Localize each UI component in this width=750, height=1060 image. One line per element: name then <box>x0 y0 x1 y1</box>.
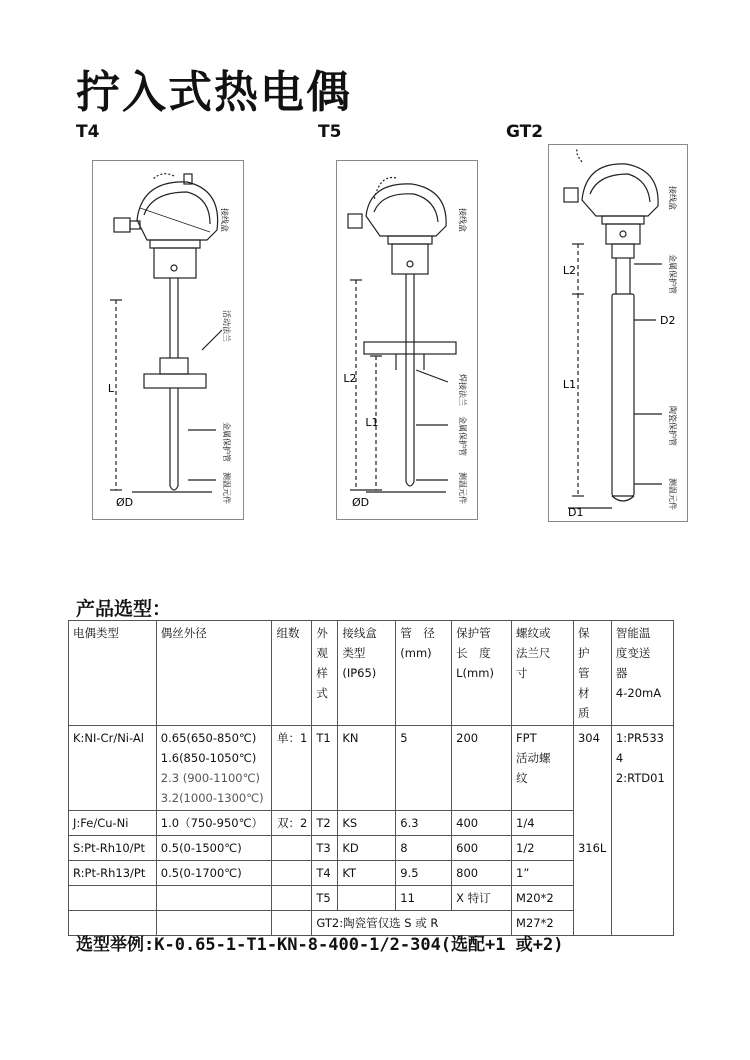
t5-dim-l2: L2 <box>343 372 357 385</box>
t4-diagram <box>92 160 244 520</box>
header-diameter: 偶丝外径 <box>156 621 272 726</box>
gt2-dim-l1: L1 <box>562 378 576 391</box>
t5-callout-flange: 焊接法兰 <box>458 374 467 406</box>
table-row: S:Pt-Rh10/Pt 0.5(0-1500℃) T3 KD 8 600 1/2 316L <box>69 836 674 861</box>
gt2-callout-metal: 金属保护管 <box>668 254 677 294</box>
gt2-dim-l2-label: L2 <box>562 264 576 277</box>
header-transmitter: 智能温 度变送 器 4-20mA <box>611 621 673 726</box>
table-row: R:Pt-Rh13/Pt 0.5(0-1700℃) T4 KT 9.5 800 1” <box>69 861 674 886</box>
table-row: T5 11 X 特订 M20*2 <box>69 886 674 911</box>
t5-dim-od: ØD <box>352 496 370 509</box>
selection-table <box>68 620 674 936</box>
model-label-t5: T5 <box>318 122 342 142</box>
header-length: 保护管 长 度 L(mm) <box>452 621 512 726</box>
header-thread: 螺纹或 法兰尺 寸 <box>512 621 574 726</box>
table-header-row <box>69 621 674 726</box>
gt2-diagram <box>548 144 688 522</box>
table-row: K:NI-Cr/Ni-Al 0.65(650-850℃) 1.6(850-1050℃) 2.3 (900-1100℃) 3.2(1000-1300℃) 单：1 T1 KN 5 200 FPT 活动螺 纹 304 1:PR533 4 2:RTD01 <box>69 726 674 811</box>
header-box: 接线盒 类型 (IP65) <box>338 621 396 726</box>
gt2-note: GT2:陶瓷管仅选 S 或 R <box>312 911 512 936</box>
t5-callout-pipe: 金属保护管 <box>458 416 467 456</box>
header-pipe: 管 径 (mm) <box>396 621 452 726</box>
gt2-callout-box: 接线盒 <box>668 186 677 210</box>
t4-callout-pipe: 金属保护管 <box>222 422 231 462</box>
t4-callout-box: 接线盒 <box>220 208 229 232</box>
table-row: GT2:陶瓷管仅选 S 或 R M27*2 <box>69 911 674 936</box>
header-material: 保 护 管 材 质 <box>573 621 611 726</box>
header-style: 外 观 样 式 <box>312 621 338 726</box>
t4-callout-sensor: 测温元件 <box>222 472 231 504</box>
header-type: 电偶类型 <box>69 621 157 726</box>
selection-example: 选型举例:K-0.65-1-T1-KN-8-400-1/2-304(选配+1 或+2) <box>76 935 564 955</box>
t5-callout-sensor: 测温元件 <box>458 472 467 504</box>
gt2-callout-ceramic: 陶瓷保护管 <box>668 406 677 446</box>
header-groups: 组数 <box>272 621 312 726</box>
t4-dim-od: ØD <box>116 496 134 509</box>
t4-callout-flange: 活动法兰 <box>222 310 231 342</box>
t5-dim-l1: L1 <box>365 416 379 429</box>
model-label-t4: T4 <box>76 122 100 142</box>
page-title: 拧入式热电偶 <box>76 67 352 118</box>
t4-dim-l: L <box>107 382 114 395</box>
gt2-dim-d1: D1 <box>568 506 584 519</box>
gt2-dim-d2: D2 <box>660 314 676 327</box>
t5-diagram <box>336 160 478 520</box>
table-row: J:Fe/Cu-Ni 1.0（750-950℃） 双：2 T2 KS 6.3 400 1/4 <box>69 811 674 836</box>
selection-title: 产品选型： <box>76 598 172 620</box>
gt2-callout-sensor: 测温元件 <box>668 478 677 510</box>
t5-callout-box: 接线盒 <box>458 208 467 232</box>
model-label-gt2: GT2 <box>506 122 544 142</box>
